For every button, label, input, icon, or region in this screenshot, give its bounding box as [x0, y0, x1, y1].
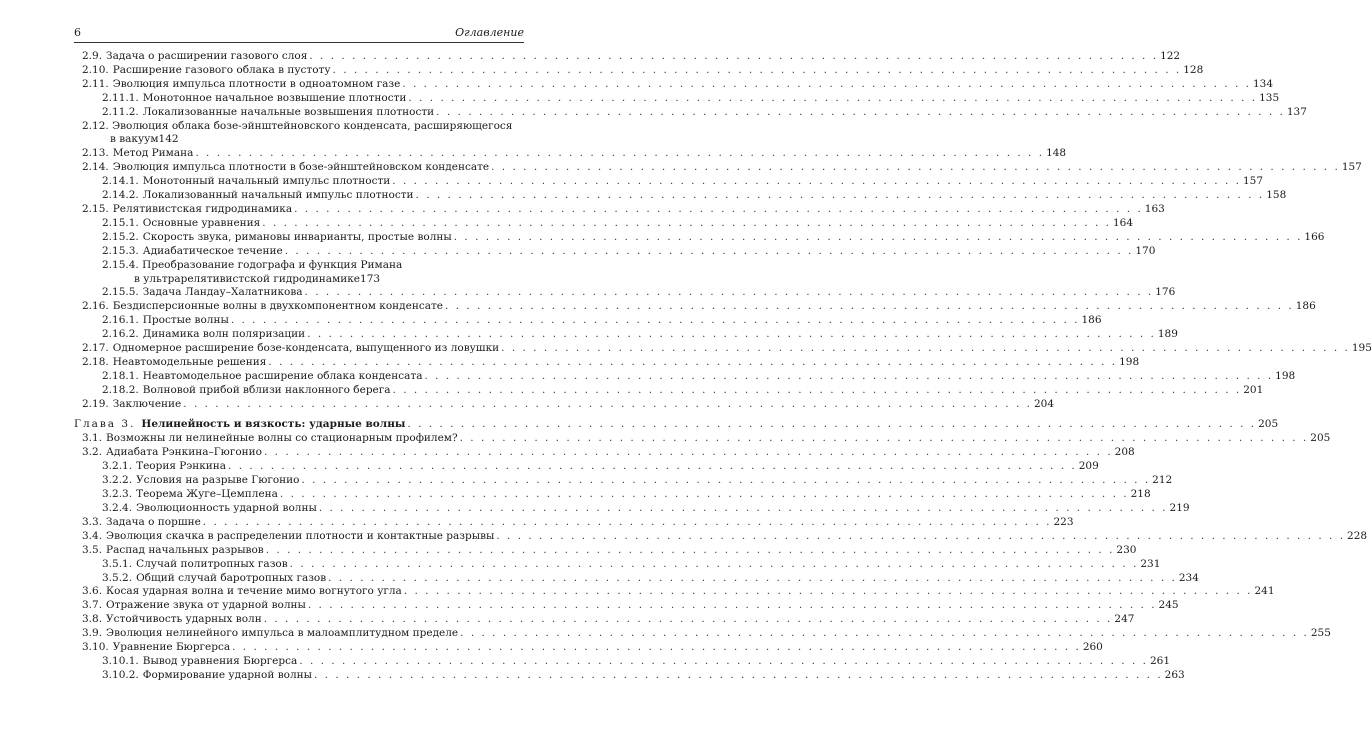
toc-leader-dots	[280, 488, 1129, 502]
toc-entry	[74, 355, 1140, 370]
toc-entry-page: 201	[1243, 383, 1264, 396]
toc-entry-page: 128	[1183, 63, 1204, 76]
toc-entry-title: Эволюция импульса плотности в бозе-эйнштейновском конденсате	[112, 161, 490, 174]
toc-entry-number: 2.14.2.	[102, 189, 139, 202]
toc-entry-number: 3.2.1.	[102, 460, 133, 473]
toc-entry-number: 3.4.	[82, 529, 103, 542]
toc-leader-dots	[333, 64, 1182, 78]
toc-entry	[74, 91, 1280, 106]
toc-entry-number: 2.9.	[82, 50, 103, 62]
toc-entry-number: 2.11.1.	[102, 91, 139, 104]
toc-entry	[74, 668, 1185, 683]
toc-entry-title: Нелинейность и вязкость: ударные волны	[141, 417, 406, 430]
toc-entry-title: Преобразование годографа и функция Римана	[142, 258, 403, 271]
toc-entry-page: 157	[1242, 175, 1263, 188]
toc-entry-number: 3.1.	[82, 432, 103, 445]
toc-entry-number: 2.18.1.	[102, 369, 139, 382]
toc-entry-title: Неавтомодельные решения	[112, 355, 267, 368]
toc-entry-number: 2.17.	[82, 342, 109, 355]
toc-entry-page: 212	[1152, 474, 1173, 487]
toc-entry-title: Эволюция импульса плотности в одноатомном газе	[112, 77, 401, 90]
toc-entry-title: Адиабата Рэнкина–Гюгонио	[106, 446, 262, 459]
toc-leader-dots	[496, 530, 1345, 544]
toc-entry	[74, 77, 1274, 92]
toc-leader-dots	[231, 314, 1080, 328]
toc-entry	[74, 571, 1199, 586]
toc-leader-dots	[203, 516, 1052, 530]
toc-entry-title: Устойчивость ударных волн	[106, 613, 262, 626]
toc-entry-line	[82, 120, 524, 134]
toc-entry-page: 260	[1082, 641, 1103, 654]
toc-entry-line	[82, 133, 524, 147]
toc-leader-dots	[307, 328, 1156, 342]
toc-entry-page: 173	[360, 272, 381, 285]
toc-entry-number: 3.7.	[82, 599, 103, 612]
toc-leader-dots	[314, 669, 1163, 683]
toc-entry	[74, 502, 1190, 516]
toc-entry-page: 218	[1130, 488, 1151, 501]
toc-entry-number: 2.15.4.	[102, 258, 143, 271]
toc-leader-dots	[460, 432, 1309, 446]
toc-entry-page: 122	[1160, 50, 1181, 62]
toc-leader-dots	[407, 418, 1256, 432]
toc-leader-dots	[285, 245, 1134, 259]
toc-entry-number: 3.2.	[82, 446, 103, 459]
toc-leader-dots	[268, 356, 1117, 370]
toc-entry-title: Монотонный начальный импульс плотности	[142, 175, 391, 188]
toc-leader-dots	[393, 384, 1242, 398]
toc-entry-number: 2.16.	[82, 300, 109, 313]
toc-leader-dots	[264, 613, 1113, 627]
toc-leader-dots	[445, 300, 1294, 314]
toc-entry-page: 241	[1254, 585, 1275, 598]
table-of-contents	[74, 50, 1372, 683]
toc-leader-dots	[305, 286, 1154, 300]
toc-entry-number: 3.10.1.	[102, 654, 139, 667]
toc-leader-dots	[424, 370, 1273, 384]
toc-leader-dots	[501, 342, 1350, 356]
toc-entry-page: 134	[1253, 77, 1274, 90]
toc-entry-page: 230	[1116, 543, 1137, 556]
toc-leader-dots	[299, 655, 1148, 669]
toc-entry-page: 198	[1119, 355, 1140, 368]
toc-entry-number: 3.6.	[82, 585, 103, 598]
toc-entry	[74, 63, 1204, 78]
toc-entry-title: Эволюционность ударной волны	[136, 502, 317, 514]
toc-entry-title: Задача Ландау–Халатникова	[142, 286, 303, 299]
toc-entry-title: Теорема Жуге–Цемплена	[136, 488, 278, 501]
toc-entry-number: 2.18.2.	[102, 383, 139, 396]
toc-entry-number: 3.9.	[82, 627, 103, 640]
toc-entry-number: 2.14.1.	[102, 175, 139, 188]
toc-entry-number: 2.11.	[82, 77, 109, 90]
toc-entry	[74, 627, 1331, 641]
toc-leader-dots	[416, 189, 1265, 203]
toc-entry	[74, 147, 1067, 161]
toc-leader-dots	[264, 446, 1113, 460]
toc-leader-dots	[454, 231, 1303, 245]
toc-entry	[74, 613, 1135, 627]
toc-entry-title-cont: в ультрарелятивистской гидродинамике	[134, 272, 361, 285]
toc-entry-title: Релятивистская гидродинамика	[112, 202, 293, 215]
toc-entry-page: 163	[1144, 202, 1165, 215]
toc-entry-title: Основные уравнения	[142, 216, 261, 229]
toc-leader-dots	[301, 474, 1150, 488]
toc-entry	[74, 175, 1263, 189]
toc-entry-title: Скорость звука, римановы инварианты, простые волны	[142, 230, 452, 243]
toc-entry-title: Монотонное начальное возвышение плотности	[142, 91, 407, 104]
toc-entry-line	[102, 259, 524, 273]
toc-entry-page: 205	[1258, 417, 1279, 430]
toc-entry-title: Локализованные начальные возвышения плотности	[142, 105, 435, 118]
toc-entry-page: 223	[1053, 515, 1074, 528]
toc-entry	[74, 529, 1368, 544]
toc-entry	[74, 369, 1296, 384]
toc-leader-dots	[266, 544, 1115, 558]
toc-entry	[74, 585, 1275, 599]
toc-entry-page: 142	[158, 133, 179, 146]
toc-entry-page: 255	[1310, 627, 1331, 640]
toc-entry-number: 2.15.2.	[102, 230, 139, 243]
toc-entry	[74, 474, 1173, 488]
toc-entry-title: Случай политропных газов	[136, 557, 288, 570]
toc-chapter	[74, 417, 1279, 432]
toc-entry-page: 135	[1259, 91, 1280, 104]
toc-entry	[74, 230, 1325, 245]
toc-leader-dots	[262, 217, 1111, 231]
toc-entry	[74, 488, 1151, 502]
toc-entry-page: 204	[1033, 397, 1054, 410]
toc-entry	[74, 515, 1074, 530]
toc-entry-number: 3.10.2.	[102, 668, 139, 681]
toc-entry-page: 209	[1078, 460, 1099, 473]
toc-entry-title: Динамика волн поляризации	[142, 328, 306, 341]
toc-entry-title: Условия на разрыве Гюгонио	[136, 474, 300, 487]
toc-leader-dots	[408, 92, 1257, 106]
toc-entry-title-cont: в вакуум	[110, 133, 159, 146]
toc-entry-title: Одномерное расширение бозе-конденсата, выпущенного из ловушки	[112, 342, 500, 355]
toc-entry	[74, 397, 1054, 412]
toc-entry-number: 2.15.5.	[102, 286, 139, 299]
toc-entry-number: 2.12.	[82, 119, 113, 132]
toc-entry-number: 2.19.	[82, 397, 109, 410]
toc-leader-dots	[491, 161, 1340, 175]
toc-entry-page: 231	[1140, 557, 1161, 570]
toc-entry-title: Эволюция скачка в распределении плотности и контактные разрывы	[106, 529, 495, 542]
toc-entry	[74, 286, 1176, 300]
toc-entry	[74, 641, 1103, 655]
toc-entry-title: Задача о поршне	[106, 515, 201, 528]
running-title: Оглавление	[455, 26, 524, 39]
toc-entry-page: 176	[1155, 286, 1176, 299]
page-header	[74, 22, 524, 43]
toc-leader-dots	[294, 203, 1143, 217]
toc-entry-number: 2.16.1.	[102, 314, 139, 327]
toc-entry-page: 157	[1341, 161, 1362, 174]
toc-entry-page: 263	[1164, 668, 1185, 681]
toc-entry-page: 261	[1149, 654, 1170, 667]
toc-entry-title: Эволюция нелинейного импульса в малоамплитудном пределе	[106, 627, 459, 640]
toc-leader-dots	[460, 627, 1309, 641]
toc-entry	[74, 300, 1316, 314]
toc-entry-title: Косая ударная волна и течение мимо вогнутого угла	[106, 585, 402, 598]
toc-entry-page: 189	[1157, 328, 1178, 341]
toc-chapter-label: Глава 3.	[74, 417, 136, 430]
toc-entry-number: 2.15.3.	[102, 244, 139, 257]
toc-entry-number: 3.5.2.	[102, 571, 133, 584]
toc-entry-number: 3.2.4.	[102, 502, 133, 514]
toc-entry-number: 3.2.2.	[102, 474, 133, 487]
toc-leader-dots	[308, 599, 1157, 613]
toc-entry-number: 2.15.	[82, 202, 109, 215]
toc-entry	[74, 189, 1287, 203]
toc-entry-page: 166	[1304, 230, 1325, 243]
toc-entry	[74, 599, 1179, 613]
toc-entry	[74, 383, 1264, 398]
toc-entry-title: Задача о расширении газового слоя	[106, 50, 308, 62]
toc-entry-number: 3.2.3.	[102, 488, 133, 501]
toc-entry	[74, 328, 1178, 342]
toc-entry-number: 3.10.	[82, 641, 109, 654]
toc-entry-line	[102, 273, 524, 287]
toc-entry-title: Общий случай баротропных газов	[136, 571, 327, 584]
toc-entry-number: 2.15.1.	[102, 216, 139, 229]
toc-entry	[74, 161, 1362, 175]
toc-entry-title: Возможны ли нелинейные волны со стационарным профилем?	[106, 432, 458, 445]
toc-entry-page: 219	[1169, 502, 1190, 514]
toc-entry-page: 148	[1046, 147, 1067, 160]
toc-entry-number: 2.11.2.	[102, 105, 139, 118]
toc-entry-number: 3.5.	[82, 543, 103, 556]
toc-leader-dots	[290, 558, 1139, 572]
toc-entry-title: Вывод уравнения Бюргерса	[142, 654, 298, 667]
toc-entry	[74, 654, 1170, 669]
toc-entry-title: Расширение газового облака в пустоту	[112, 63, 331, 76]
toc-leader-dots	[436, 106, 1285, 120]
toc-entry-title: Теория Рэнкина	[136, 460, 227, 473]
toc-entry-title: Формирование ударной волны	[142, 668, 312, 681]
toc-entry	[74, 557, 1161, 572]
toc-entry-number: 3.8.	[82, 613, 103, 626]
toc-entry-number: 3.5.1.	[102, 557, 133, 570]
toc-entry-page: 228	[1347, 529, 1368, 542]
toc-entry-page: 208	[1114, 446, 1135, 459]
toc-entry	[74, 244, 1156, 259]
toc-entry	[74, 202, 1165, 217]
toc-entry-title: Адиабатическое течение	[142, 244, 283, 257]
toc-leader-dots	[402, 78, 1251, 92]
toc-entry	[74, 432, 1331, 446]
toc-entry-title: Простые волны	[142, 314, 229, 327]
toc-entry-page: 186	[1081, 314, 1102, 327]
toc-leader-dots	[309, 50, 1158, 64]
toc-entry-page: 205	[1310, 432, 1331, 445]
toc-entry-title: Эволюция облака бозе-эйнштейновского конденсата, расширяющегося	[112, 119, 513, 132]
toc-leader-dots	[195, 147, 1044, 161]
toc-entry	[74, 259, 524, 287]
toc-entry-title: Уравнение Бюргерса	[112, 641, 231, 654]
toc-entry-page: 164	[1112, 216, 1134, 229]
toc-leader-dots	[392, 175, 1241, 189]
toc-entry	[74, 446, 1135, 460]
toc-entry-title: Локализованный начальный импульс плотности	[142, 189, 414, 202]
toc-entry-page: 234	[1178, 571, 1199, 584]
toc-entry-title: Отражение звука от ударной волны	[106, 599, 306, 612]
toc-entry-page: 137	[1286, 105, 1307, 118]
toc-entry	[74, 50, 1181, 64]
toc-leader-dots	[328, 572, 1177, 586]
toc-entry	[74, 216, 1134, 231]
toc-leader-dots	[319, 502, 1168, 516]
toc-entry-page: 247	[1114, 613, 1135, 626]
toc-entry-page: 186	[1295, 300, 1316, 313]
toc-entry-title: Неавтомодельное расширение облака конденсата	[142, 369, 423, 382]
toc-entry-title: Метод Римана	[112, 147, 194, 160]
toc-entry-number: 2.18.	[82, 355, 109, 368]
toc-entry-title: Распад начальных разрывов	[106, 543, 264, 556]
toc-entry-page: 245	[1158, 599, 1179, 612]
toc-leader-dots	[228, 460, 1077, 474]
toc-entry	[74, 105, 1307, 120]
toc-entry-number: 2.10.	[82, 63, 109, 76]
toc-entry	[74, 342, 1372, 356]
toc-leader-dots	[183, 398, 1032, 412]
toc-entry	[74, 120, 524, 148]
toc-entry	[74, 314, 1102, 328]
toc-entry	[74, 460, 1099, 474]
toc-entry-title: Волновой прибой вблизи наклонного берега	[142, 383, 391, 396]
toc-entry-number: 2.14.	[82, 161, 109, 174]
toc-entry-page: 198	[1275, 369, 1296, 382]
toc-entry-number: 2.13.	[82, 147, 109, 160]
toc-entry-title: Бездисперсионные волны в двухкомпонентном конденсате	[112, 300, 444, 313]
toc-entry	[74, 543, 1137, 558]
toc-entry-page: 158	[1266, 189, 1287, 202]
toc-entry-title: Заключение	[112, 397, 182, 410]
toc-entry-page: 195	[1351, 342, 1372, 355]
toc-entry-page: 170	[1135, 244, 1156, 257]
toc-leader-dots	[232, 641, 1081, 655]
page-number: 6	[74, 26, 81, 39]
toc-entry-number: 3.3.	[82, 515, 103, 528]
toc-entry-number: 2.16.2.	[102, 328, 139, 341]
toc-leader-dots	[404, 585, 1253, 599]
